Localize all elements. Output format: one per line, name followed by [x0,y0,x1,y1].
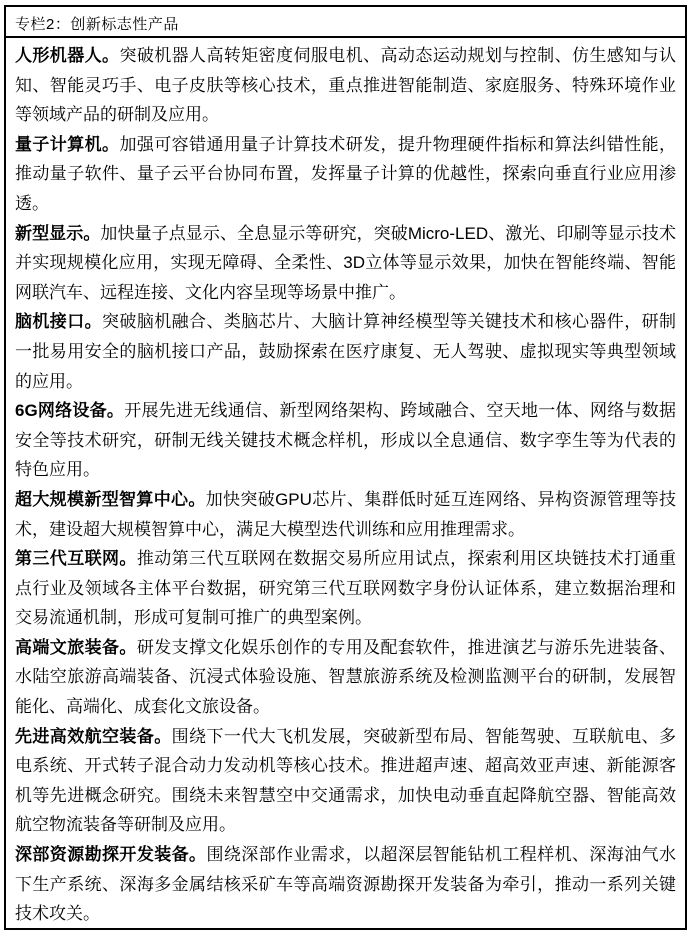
product-term: 深部资源勘探开发装备。 [15,845,207,865]
product-paragraph [15,544,676,633]
product-description: 加快突破GPU芯片、集群低时延互连网络、异构资源管理等技术，建设超大规模智算中心，满足大模型迭代训练和应用推理需求。 [15,489,676,539]
product-term: 6G网络设备。 [15,401,125,421]
product-term: 超大规模新型智算中心。 [15,489,206,509]
product-description: 突破脑机融合、类脑芯片、大脑计算神经模型等关键技术和核心器件，研制一批易用安全的脑机接口产品，鼓励探索在医疗康复、无人驾驶、虚拟现实等典型领域的应用。 [15,312,677,391]
product-paragraph [15,485,676,544]
column-body [6,38,685,928]
product-description: 突破机器人高转矩密度伺服电机、高动态运动规划与控制、仿生感知与认知、智能灵巧手、电子皮肤等核心技术，重点推进智能制造、家庭服务、特殊环境作业等领域产品的研制及应用。 [15,46,677,125]
column-title: 专栏2：创新标志性产品 [15,16,179,33]
product-term: 先进高效航空装备。 [15,726,172,746]
product-description: 推动第三代互联网在数据交易所应用试点，探索利用区块链技术打通重点行业及领域各主体平台数据，研究第三代互联网数字身份认证体系，建立数据治理和交易流通机制，形成可复制可推广的典型案例。 [15,549,677,628]
product-paragraph [15,633,676,722]
column-box [4,5,687,930]
product-paragraph [15,41,676,130]
product-paragraph [15,722,676,840]
product-description: 开展先进无线通信、新型网络架构、跨域融合、空天地一体、网络与数据安全等技术研究，研制无线关键技术概念样机，形成以全息通信、数字孪生等为代表的特色应用。 [15,401,677,480]
product-description: 加快量子点显示、全息显示等研究，突破Micro-LED、激光、印刷等显示技术并实现规模化应用，实现无障碍、全柔性、3D立体等显示效果，加快在智能终端、智能网联汽车、远程连接、文化内容呈现等场景中推广。 [15,223,676,302]
product-description: 加强可容错通用量子计算技术研发，提升物理硬件指标和算法纠错性能，推动量子软件、量子云平台协同布置，发挥量子计算的优越性，探索向垂直行业应用渗透。 [15,134,677,213]
product-term: 第三代互联网。 [15,549,137,569]
product-description: 围绕深部作业需求，以超深层智能钻机工程样机、深海油气水下生产系统、深海多金属结核采矿车等高端资源勘探开发装备为牵引，推动一系列关键技术攻关。 [15,845,677,924]
product-paragraph [15,307,676,396]
product-paragraph [15,840,676,928]
product-paragraph [15,219,676,308]
product-description: 研发支撑文化娱乐创作的专用及配套软件，推进演艺与游乐先进装备、水陆空旅游高端装备、沉浸式体验设施、智慧旅游系统及检测监测平台的研制，发展智能化、高端化、成套化文旅设备。 [15,637,677,717]
product-description: 围绕下一代大飞机发展，突破新型布局、智能驾驶、互联航电、多电系统、开式转子混合动力发动机等核心技术。推进超声速、超高效亚声速、新能源客机等先进概念研究。围绕未来智慧空中交通需求，加快电动垂直起降航空器、智能高效航空物流装备等研制及应用。 [15,726,677,835]
product-term: 人形机器人。 [15,46,120,65]
product-paragraph [15,396,676,485]
product-paragraph [15,130,676,219]
product-term: 新型显示。 [15,223,101,243]
product-term: 量子计算机。 [15,134,120,154]
column-header [6,7,685,38]
product-term: 脑机接口。 [15,312,103,332]
product-term: 高端文旅装备。 [15,637,137,657]
